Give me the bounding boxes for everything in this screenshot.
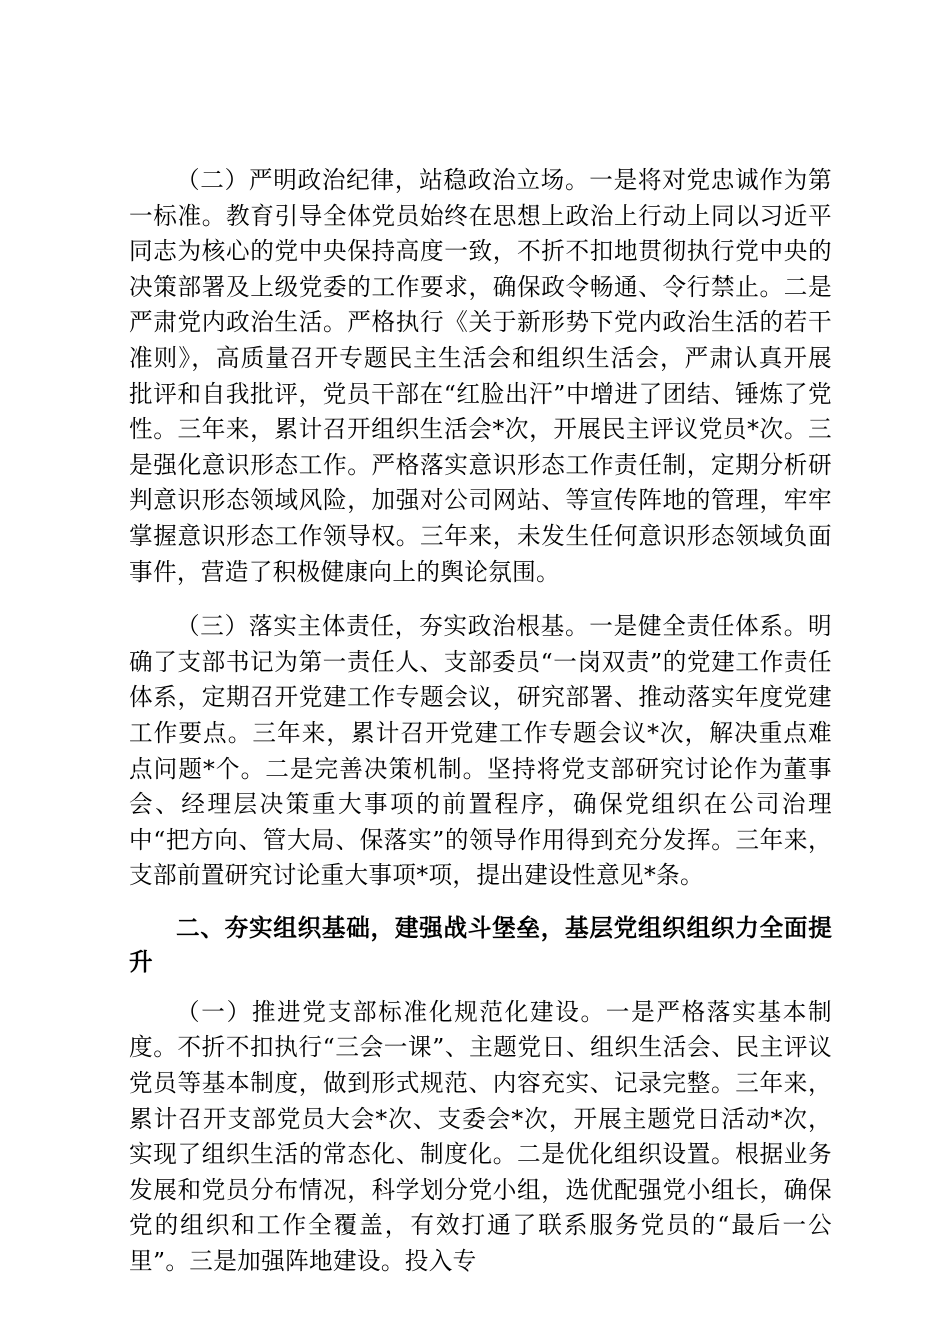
paragraph-branch-standardization: （一）推进党支部标准化规范化建设。一是严格落实基本制度。不折不扣执行“三会一课”、主题党日、组织生活会、民主评议党员等基本制度，做到形式规范、内容充实、记录完整。三年来，累计召开支部党员大会*次、支委会*次，开展主题党日活动*次，实现了组织生活的常态化、制度化。二是优化组织设置。根据业务发展和党员分布情况，科学划分党小组，选优配强党小组长，确保党的组织和工作全覆盖，有效打通了联系服务党员的“最后一公里”。三是加强阵地建设。投入专 xyxy=(129,997,832,1276)
paragraph-political-discipline: （二）严明政治纪律，站稳政治立场。一是将对党忠诚作为第一标准。教育引导全体党员始终在思想上政治上行动上同以习近平同志为核心的党中央保持高度一致，不折不扣地贯彻执行党中央的决策部署及上级党委的工作要求，确保政令畅通、令行禁止。二是严肃党内政治生活。严格执行《关于新形势下党内政治生活的若干准则》，高质量召开专题民主生活会和组织生活会，严肃认真开展批评和自我批评，党员干部在“红脸出汗”中增进了团结、锤炼了党性。三年来，累计召开组织生活会*次，开展民主评议党员*次。三是强化意识形态工作。严格落实意识形态工作责任制，定期分析研判意识形态领域风险，加强对公司网站、等宣传阵地的管理，牢牢掌握意识形态工作领导权。三年来，未发生任何意识形态领域负面事件，营造了积极健康向上的舆论氛围。 xyxy=(129,166,832,586)
document-body xyxy=(129,163,832,1280)
paragraph-main-responsibility: （三）落实主体责任，夯实政治根基。一是健全责任体系。明确了支部书记为第一责任人、支部委员“一岗双责”的党建工作责任体系，定期召开党建工作专题会议，研究部署、推动落实年度党建工作要点。三年来，累计召开党建工作专题会议*次，解决重点难点问题*个。二是完善决策机制。坚持将党支部研究讨论作为董事会、经理层决策重大事项的前置程序，确保党组织在公司治理中“把方向、管大局、保落实”的领导作用得到充分发挥。三年来，支部前置研究讨论重大事项*项，提出建设性意见*条。 xyxy=(129,612,832,890)
section-heading: 二、夯实组织基础，建强战斗堡垒，基层党组织组织力全面提升 xyxy=(129,913,832,976)
